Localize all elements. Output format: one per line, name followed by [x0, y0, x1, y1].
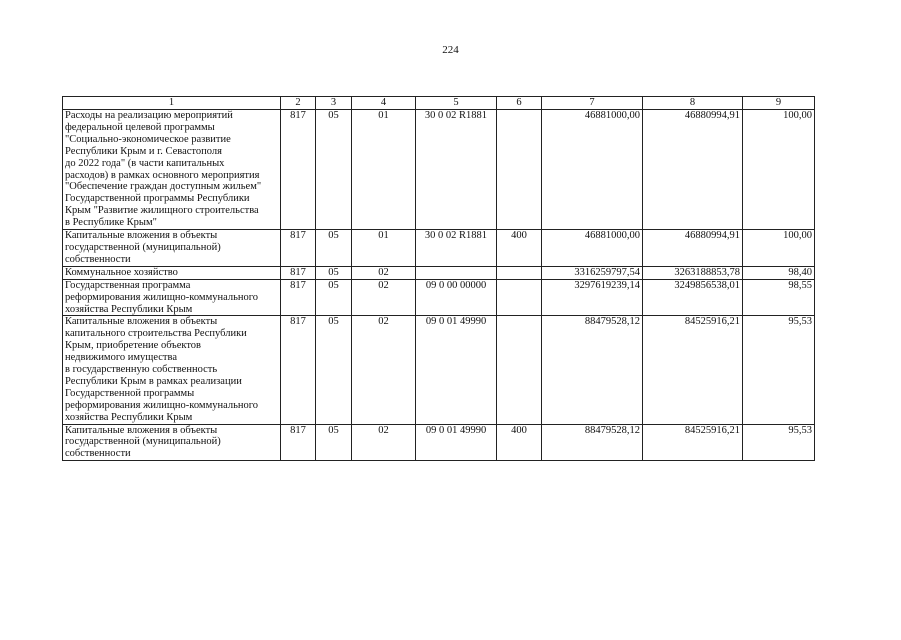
description-line: Крым "Развитие жилищного строительства [65, 205, 259, 217]
col-header-7: 7 [542, 97, 643, 110]
description-line: Капитальные вложения в объекты [65, 316, 218, 328]
col-header-6: 6 [497, 97, 542, 110]
table-row [63, 316, 815, 424]
cell-expense-type [497, 279, 542, 316]
cell-subsection: 02 [352, 266, 416, 279]
cell-expense-type: 400 [497, 424, 542, 461]
row-description [63, 110, 281, 230]
row-description [63, 279, 281, 316]
cell-code-817: 817 [281, 279, 316, 316]
cell-actual: 84525916,21 [643, 424, 743, 461]
cell-planned: 88479528,12 [542, 316, 643, 424]
cell-target-article: 30 0 02 R1881 [416, 110, 497, 230]
description-line: Республики Крым в рамках реализации [65, 375, 242, 387]
description-line: собственности [65, 253, 131, 265]
description-line: недвижимого имущества [65, 352, 177, 364]
cell-percent: 100,00 [743, 230, 815, 267]
col-header-8: 8 [643, 97, 743, 110]
cell-code-817: 817 [281, 424, 316, 461]
cell-percent: 100,00 [743, 110, 815, 230]
cell-subsection: 01 [352, 230, 416, 267]
header-row [63, 97, 815, 110]
col-header-2: 2 [281, 97, 316, 110]
cell-actual: 46880994,91 [643, 110, 743, 230]
cell-planned: 46881000,00 [542, 230, 643, 267]
description-line: Капитальные вложения в объекты [65, 230, 218, 242]
cell-subsection: 01 [352, 110, 416, 230]
cell-section: 05 [316, 266, 352, 279]
description-line: федеральной целевой программы [65, 121, 215, 133]
cell-actual: 46880994,91 [643, 230, 743, 267]
description-line: Государственной программы Республики [65, 193, 250, 205]
cell-target-article [416, 266, 497, 279]
budget-table [62, 96, 815, 461]
col-header-1: 1 [63, 97, 281, 110]
col-header-4: 4 [352, 97, 416, 110]
cell-target-article: 09 0 01 49990 [416, 424, 497, 461]
cell-code-817: 817 [281, 230, 316, 267]
cell-percent: 95,53 [743, 316, 815, 424]
description-line: Государственной программы [65, 387, 195, 399]
description-line: Расходы на реализацию мероприятий [65, 110, 233, 121]
description-line: "Обеспечение граждан доступным жильем" [65, 181, 262, 193]
table-row [63, 424, 815, 461]
description-line: Капитальные вложения в объекты [65, 424, 218, 436]
cell-planned: 3297619239,14 [542, 279, 643, 316]
cell-actual: 3249856538,01 [643, 279, 743, 316]
cell-section: 05 [316, 230, 352, 267]
description-line: государственной (муниципальной) [65, 241, 221, 253]
page-number: 224 [442, 44, 459, 56]
cell-subsection: 02 [352, 316, 416, 424]
cell-code-817: 817 [281, 110, 316, 230]
description-line: "Социально-экономическое развитие [65, 133, 231, 145]
cell-section: 05 [316, 279, 352, 316]
col-header-3: 3 [316, 97, 352, 110]
cell-expense-type [497, 316, 542, 424]
col-header-9: 9 [743, 97, 815, 110]
description-line: государственной (муниципальной) [65, 436, 221, 448]
cell-planned: 3316259797,54 [542, 266, 643, 279]
cell-code-817: 817 [281, 316, 316, 424]
description-line: до 2022 года" (в части капитальных [65, 157, 225, 169]
cell-actual: 84525916,21 [643, 316, 743, 424]
description-line: хозяйства Республики Крым [65, 411, 193, 423]
cell-expense-type [497, 266, 542, 279]
row-description [63, 424, 281, 461]
description-line: в государственную собственность [65, 364, 218, 376]
description-line: капитального строительства Республики [65, 328, 247, 340]
cell-section: 05 [316, 316, 352, 424]
description-line: хозяйства Республики Крым [65, 303, 193, 315]
table-row [63, 230, 815, 267]
cell-target-article: 09 0 00 00000 [416, 279, 497, 316]
description-line: Коммунальное хозяйство [65, 266, 178, 278]
row-description [63, 230, 281, 267]
cell-subsection: 02 [352, 424, 416, 461]
col-header-5: 5 [416, 97, 497, 110]
cell-percent: 98,55 [743, 279, 815, 316]
table-row [63, 110, 815, 230]
cell-target-article: 09 0 01 49990 [416, 316, 497, 424]
cell-percent: 98,40 [743, 266, 815, 279]
table-row [63, 279, 815, 316]
cell-subsection: 02 [352, 279, 416, 316]
description-line: Республики Крым и г. Севастополя [65, 145, 222, 157]
cell-code-817: 817 [281, 266, 316, 279]
cell-planned: 46881000,00 [542, 110, 643, 230]
cell-percent: 95,53 [743, 424, 815, 461]
table-row [63, 266, 815, 279]
description-line: в Республике Крым" [65, 217, 157, 229]
row-description [63, 316, 281, 424]
description-line: реформирования жилищно-коммунального [65, 291, 259, 303]
cell-expense-type [497, 110, 542, 230]
description-line: реформирования жилищно-коммунального [65, 399, 259, 411]
row-description [63, 266, 281, 279]
cell-section: 05 [316, 424, 352, 461]
cell-planned: 88479528,12 [542, 424, 643, 461]
cell-section: 05 [316, 110, 352, 230]
description-line: собственности [65, 448, 131, 460]
description-line: Государственная программа [65, 279, 191, 291]
description-line: Крым, приобретение объектов [65, 340, 202, 352]
cell-actual: 3263188853,78 [643, 266, 743, 279]
description-line: расходов) в рамках основного мероприятия [65, 169, 260, 181]
cell-expense-type: 400 [497, 230, 542, 267]
cell-target-article: 30 0 02 R1881 [416, 230, 497, 267]
